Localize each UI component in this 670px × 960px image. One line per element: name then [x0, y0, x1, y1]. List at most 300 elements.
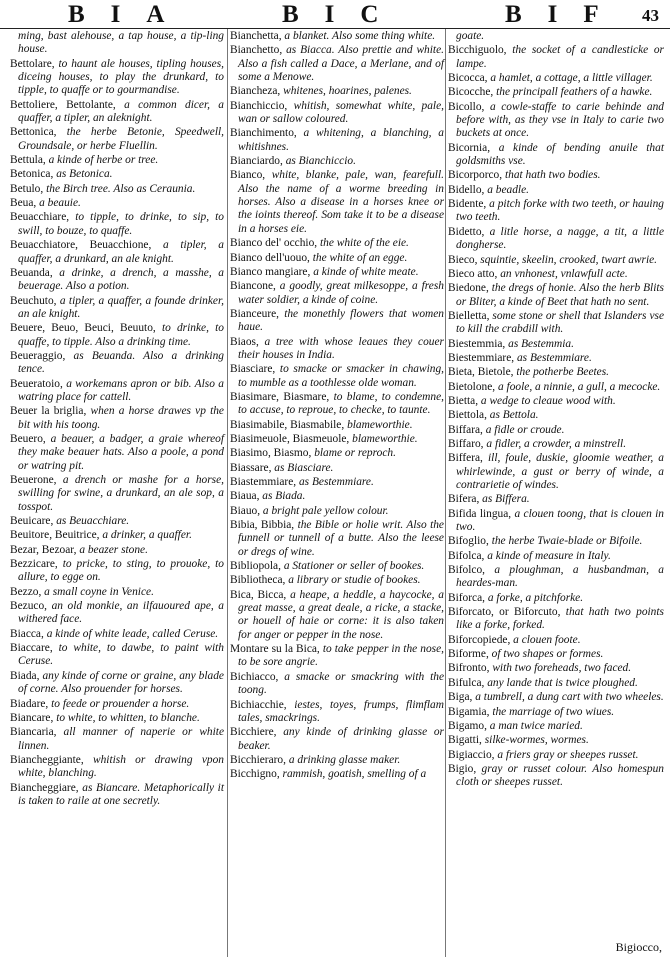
dictionary-entry	[10, 267, 224, 294]
dictionary-entry	[230, 127, 444, 154]
entry-definition: a common dicer, a quaffer, a tipler, an aleknight.	[18, 98, 224, 125]
dictionary-entry	[448, 30, 664, 43]
entry-headword: Bigio,	[448, 762, 477, 775]
entry-headword: Biforcato, or Biforcuto,	[448, 606, 561, 619]
running-head-right: BIF	[505, 1, 625, 28]
dictionary-entry	[230, 589, 444, 642]
entry-headword: Bieco,	[448, 253, 478, 266]
entry-definition: that hath two points like a forke, forked.	[456, 606, 664, 632]
entry-headword: Biaccare,	[10, 642, 53, 655]
entry-definition: that hath two bodies.	[504, 169, 601, 182]
entry-definition: blameworthie.	[352, 432, 418, 445]
dictionary-entry	[448, 101, 664, 141]
entry-definition: blame or reproch.	[314, 447, 396, 460]
entry-definition: ming, bast alehouse, a tap house, a tip-ling house.	[18, 30, 224, 56]
entry-headword: Bifera,	[448, 493, 480, 506]
entry-headword: Biffara,	[448, 423, 483, 436]
dictionary-entry	[448, 677, 664, 690]
dictionary-entry	[448, 310, 664, 337]
entry-headword: Biastemmiare,	[230, 476, 297, 488]
entry-headword: Beuere, Beuo, Beuci, Beuuto,	[10, 322, 156, 335]
entry-headword: Biasimare, Biasmare,	[230, 390, 330, 403]
entry-definition: a forke, a pitchforke.	[487, 591, 584, 604]
entry-headword: Biforca,	[448, 591, 486, 604]
entry-definition: as Bestemmia.	[508, 337, 574, 350]
entry-definition: to blame, to condemne, to accuse, to reproue, to checke, to taunte.	[238, 390, 444, 417]
entry-headword: Biancheggiante,	[10, 753, 84, 766]
entry-definition: a library or studie of bookes.	[288, 574, 421, 587]
dictionary-entry	[230, 100, 444, 127]
entry-definition: squintie, skeelin, crooked, twart awrie.	[480, 253, 658, 266]
entry-definition: the dregs of honie. Also the herb Blits or Bliter, a kinde of Beet that hath no sent.	[456, 282, 664, 308]
column-2	[230, 30, 444, 783]
dictionary-entry	[448, 535, 664, 548]
entry-headword: Biancare,	[10, 711, 54, 724]
entry-definition: the Bible or holie writ. Also the funnell or tunnell of a butte. Also the leese or dregs of wine.	[238, 519, 444, 558]
dictionary-entry	[448, 564, 664, 591]
entry-headword: Bidetto,	[448, 225, 485, 238]
entry-definition: goate.	[456, 30, 485, 42]
entry-headword: Beuer la briglia,	[10, 405, 87, 418]
entry-definition: an vnhonest, vnlawfull acte.	[500, 267, 628, 280]
entry-definition: as Bianchiccio.	[285, 155, 356, 168]
entry-headword: Biffera,	[448, 452, 483, 465]
entry-headword: Bigamo,	[448, 719, 487, 732]
dictionary-entry	[230, 44, 444, 84]
entry-headword: Bibliopola,	[230, 560, 281, 573]
dictionary-entry	[10, 642, 224, 669]
entry-headword: Bettonica,	[10, 126, 57, 139]
dictionary-entry	[448, 734, 664, 747]
dictionary-entry	[230, 30, 444, 43]
dictionary-entry	[10, 30, 224, 57]
entry-headword: Beuero,	[10, 432, 46, 445]
dictionary-entry	[448, 395, 664, 408]
dictionary-entry	[230, 462, 444, 475]
dictionary-entry	[10, 782, 224, 809]
entry-headword: Bifolca,	[448, 549, 485, 562]
entry-headword: Bianco mangiare,	[230, 265, 311, 278]
entry-headword: Biancheza,	[230, 85, 281, 98]
entry-headword: Bigiaccio,	[448, 748, 495, 761]
entry-headword: Bicornia,	[448, 141, 491, 154]
dictionary-entry	[230, 447, 444, 460]
entry-headword: Montare su la Bica,	[230, 643, 320, 656]
entry-definition: a pitch forke with two teeth, or hauing two teeth.	[456, 198, 664, 224]
dictionary-entry	[448, 268, 664, 281]
entry-definition: a litle horse, a nagge, a tit, a little dongherse.	[456, 225, 664, 252]
entry-definition: when a horse drawes vp the bit with his toong.	[18, 405, 224, 431]
entry-headword: Bibia, Bibbia,	[230, 519, 295, 532]
entry-definition: silke-wormes, wormes.	[484, 734, 589, 747]
entry-headword: Betonica,	[10, 168, 54, 181]
dictionary-entry	[230, 754, 444, 767]
entry-headword: Bigamia,	[448, 705, 490, 718]
dictionary-entry	[10, 586, 224, 599]
entry-headword: Bicchiguolo,	[448, 44, 507, 57]
entry-definition: the socket of a candlesticke or lampe.	[456, 44, 664, 70]
entry-headword: Beueraggio,	[10, 349, 66, 362]
entry-headword: Bigatti,	[448, 734, 482, 747]
entry-definition: a drinking glasse maker.	[288, 753, 401, 766]
entry-definition: to white, to dawbe, to paint with Ceruse.	[18, 642, 224, 668]
entry-definition: a kinde of white leade, called Ceruse.	[46, 627, 219, 640]
entry-headword: Bieco atto,	[448, 267, 498, 280]
entry-definition: a fidler, a crowder, a minstrell.	[486, 437, 627, 450]
entry-headword: Bicollo,	[448, 100, 485, 113]
entry-definition: the white of the eie.	[320, 237, 409, 250]
entry-headword: Biassare,	[230, 461, 272, 474]
entry-definition: any lande that is twice ploughed.	[487, 676, 638, 689]
entry-definition: a drinker, a quaffer.	[102, 529, 192, 542]
dictionary-entry	[10, 295, 224, 322]
entry-definition: a drench or mashe for a horse, swilling for swine, a drunkard, an ale sop, a tosspot.	[18, 474, 224, 513]
entry-definition: a wedge to cleaue wood with.	[480, 394, 616, 407]
entry-definition: some stone or shell that Islanders vse to kill the crabdill with.	[456, 309, 665, 336]
entry-definition: as Betonica.	[56, 168, 113, 181]
entry-definition: a goodly, great milkesoppe, a fresh water soldier, a kinde of coine.	[238, 280, 444, 306]
entry-definition: blameworthie.	[347, 418, 413, 431]
entry-headword: Bianceure,	[230, 307, 280, 320]
entry-definition: the herbe Twaie-blade or Bifoile.	[491, 535, 643, 548]
entry-definition: a smacke or smackring with the toong.	[238, 670, 444, 697]
entry-definition: the potherbe Beetes.	[516, 366, 610, 379]
entry-definition: a hamlet, a cottage, a little villager.	[490, 72, 653, 85]
entry-definition: a tree with whose leaues they couer their houses in India.	[238, 335, 444, 361]
dictionary-entry	[448, 749, 664, 762]
entry-definition: a tumbrell, a dung cart with two wheeles.	[475, 691, 664, 704]
dictionary-entry	[230, 726, 444, 753]
dictionary-entry	[10, 322, 224, 349]
dictionary-entry	[448, 366, 664, 379]
column-rule-1	[227, 29, 228, 957]
dictionary-entry	[10, 600, 224, 627]
dictionary-entry	[448, 184, 664, 197]
dictionary-entry	[448, 424, 664, 437]
entry-headword: Biasimo, Biasmo,	[230, 447, 312, 460]
entry-headword: Biforme,	[448, 648, 489, 661]
entry-definition: a beazer stone.	[79, 543, 148, 556]
entry-headword: Bifida lingua,	[448, 507, 512, 520]
running-head-center: BIC	[282, 1, 405, 28]
entry-definition: as Bestemmiare.	[298, 476, 374, 488]
entry-headword: Betulo,	[10, 182, 44, 195]
entry-definition: to smacke or smacker in chawing, to mumble as a toothlesse olde woman.	[238, 363, 444, 389]
dictionary-entry	[448, 44, 664, 71]
dictionary-entry	[448, 452, 664, 492]
entry-definition: a ploughman, a husbandman, a heardes-man.	[456, 564, 664, 590]
dictionary-entry	[230, 308, 444, 335]
dictionary-entry	[448, 198, 664, 225]
entry-definition: a heape, a heddle, a haycocke, a great masse, a great deale, a ricke, a stacke, or houell of haie or corne: it is also taken for anger or pepper in the nose.	[238, 588, 444, 641]
entry-headword: Biada,	[10, 669, 40, 682]
entry-definition: a drinke, a drench, a masshe, a beuerage. Also a potion.	[18, 266, 224, 293]
entry-definition: the white of an egge.	[312, 251, 408, 264]
dictionary-entry	[448, 282, 664, 309]
entry-headword: Bicchiere,	[230, 726, 277, 739]
entry-headword: Biforcopiede,	[448, 633, 511, 646]
entry-headword: Bezzo,	[10, 585, 42, 598]
dictionary-entry	[230, 671, 444, 698]
entry-headword: Bettolare,	[10, 57, 55, 70]
entry-definition: whitish, somewhat white, pale, wan or sallow coloured.	[238, 99, 444, 126]
entry-headword: Biettola,	[448, 409, 487, 422]
entry-headword: Biasimabile, Biasmabile,	[230, 418, 345, 431]
entry-definition: to drinke, to quaffe, to tipple. Also a drinking time.	[18, 322, 224, 348]
dictionary-entry	[448, 438, 664, 451]
entry-definition: as Biffera.	[482, 493, 530, 506]
entry-headword: Bifronto,	[448, 662, 490, 675]
page-number: 43	[642, 6, 659, 25]
entry-headword: Bietta,	[448, 394, 479, 407]
dictionary-entry	[230, 490, 444, 503]
entry-definition: to take pepper in the nose, to be sore angrie.	[238, 643, 444, 669]
entry-definition: to white, to whitten, to blanche.	[56, 711, 200, 724]
entry-headword: Bianco dell'uouo,	[230, 251, 310, 264]
dictionary-entry	[230, 336, 444, 363]
entry-headword: Biacca,	[10, 627, 44, 640]
dictionary-entry	[448, 720, 664, 733]
dictionary-entry	[448, 254, 664, 267]
column-3	[448, 30, 664, 791]
dictionary-entry	[10, 58, 224, 98]
entry-definition: whitish or drawing vpon white, blanching.	[18, 753, 224, 780]
entry-definition: to pricke, to sting, to prouoke, to allure, to egge on.	[18, 558, 224, 584]
entry-headword: Beuacchiatore, Beuacchione,	[10, 239, 152, 252]
entry-definition: as Beuanda. Also a drinking tence.	[18, 349, 224, 376]
column-1	[10, 30, 224, 809]
entry-definition: as Biada.	[262, 490, 306, 503]
dictionary-entry	[10, 211, 224, 238]
dictionary-entry	[448, 352, 664, 365]
entry-definition: an old monkie, an ilfauoured ape, a withered face.	[18, 600, 224, 626]
entry-definition: a kinde of herbe or tree.	[48, 154, 159, 167]
dictionary-entry	[10, 515, 224, 528]
entry-headword: Bicorporco,	[448, 169, 503, 182]
dictionary-entry	[230, 505, 444, 518]
dictionary-entry	[230, 280, 444, 307]
entry-definition: with two foreheads, two faced.	[492, 662, 632, 675]
entry-definition: the Birch tree. Also as Ceraunia.	[46, 182, 196, 195]
dictionary-entry	[10, 529, 224, 542]
dictionary-entry	[448, 706, 664, 719]
entry-definition: a tipler, a quaffer, a drunkard, an ale knight.	[18, 239, 224, 265]
entry-headword: Biaua,	[230, 490, 260, 503]
dictionary-entry	[10, 628, 224, 641]
running-head-left: BIA	[68, 1, 191, 28]
entry-definition: a bright pale yellow colour.	[262, 504, 389, 517]
entry-headword: Beua,	[10, 197, 37, 210]
dictionary-entry	[230, 169, 444, 236]
entry-headword: Biancheggiare,	[10, 781, 79, 794]
entry-definition: a kinde of bending anuile that goldsmiths vse.	[456, 141, 664, 168]
entry-headword: Biasimeuole, Biasmeuole,	[230, 432, 350, 445]
entry-headword: Bianciardo,	[230, 155, 283, 168]
dictionary-entry	[230, 266, 444, 279]
entry-definition: a clouen foote.	[513, 633, 581, 646]
entry-headword: Biadare,	[10, 697, 49, 710]
entry-headword: Bichiacco,	[230, 670, 279, 683]
dictionary-entry	[230, 476, 444, 489]
dictionary-entry	[10, 474, 224, 514]
dictionary-entry	[10, 154, 224, 167]
dictionary-entry	[230, 363, 444, 390]
entry-headword: Biestemmia,	[448, 337, 506, 350]
entry-definition: iestes, toyes, frumps, flimflam tales, smackrings.	[238, 698, 444, 724]
entry-definition: a workemans apron or bib. Also a watring place for cattell.	[18, 377, 224, 403]
dictionary-entry	[448, 634, 664, 647]
dictionary-entry	[448, 169, 664, 182]
entry-definition: a kinde of white meate.	[313, 265, 419, 278]
entry-headword: Bianchimento,	[230, 127, 297, 140]
dictionary-entry	[10, 378, 224, 405]
dictionary-entry	[448, 508, 664, 535]
entry-headword: Bifoglio,	[448, 535, 489, 548]
dictionary-entry	[10, 558, 224, 585]
entry-headword: Beueratoio,	[10, 377, 63, 390]
dictionary-entry	[448, 662, 664, 675]
dictionary-entry	[230, 699, 444, 726]
entry-definition: as Biacca. Also prettie and white. Also a fish called a Dace, a Merlane, and of some a Menowe.	[238, 44, 444, 84]
dictionary-entry	[230, 252, 444, 265]
dictionary-entry	[448, 648, 664, 661]
dictionary-entry	[10, 754, 224, 781]
dictionary-entry	[10, 168, 224, 181]
entry-definition: the herbe Betonie, Speedwell, Groundsale, or herbe Fluellin.	[18, 126, 224, 152]
column-rule-2	[445, 29, 446, 957]
dictionary-entry	[448, 86, 664, 99]
entry-definition: a Stationer or seller of bookes.	[283, 560, 425, 573]
entry-headword: Beuerone,	[10, 474, 57, 486]
entry-definition: a tipler, a quaffer, a founde drinker, an ale knight.	[18, 294, 224, 320]
dictionary-entry	[448, 763, 664, 790]
entry-definition: a cowle-staffe to carie behinde and before with, as they vse in Italy to carie two buckets at once.	[456, 100, 664, 140]
entry-headword: Bicchigno,	[230, 768, 280, 781]
entry-headword: Biffaro,	[448, 437, 484, 450]
entry-headword: Bidello,	[448, 183, 485, 196]
dictionary-entry	[10, 698, 224, 711]
dictionary-entry	[230, 433, 444, 446]
dictionary-entry	[10, 99, 224, 126]
dictionary-entry	[230, 560, 444, 573]
entry-definition: as Beuacchiare.	[56, 515, 130, 528]
entry-definition: a man twice maried.	[489, 719, 583, 732]
dictionary-entry	[448, 226, 664, 253]
entry-headword: Biestemmiare,	[448, 351, 515, 364]
dictionary-entry	[448, 493, 664, 506]
entry-definition: a clouen toong, that is clouen in two.	[456, 507, 664, 534]
entry-definition: as Bestemmiare.	[516, 351, 592, 364]
entry-definition: ill, foule, duskie, gloomie weather, a whirlewinde, a gust or berry of winde, a contrarietie of windes.	[456, 452, 664, 491]
entry-headword: Bettula,	[10, 154, 46, 167]
entry-definition: gray or russet colour. Also homespun cloth or sheepes russet.	[456, 762, 664, 789]
entry-definition: a kinde of measure in Italy.	[487, 549, 611, 562]
entry-headword: Biaos,	[230, 335, 259, 348]
entry-definition: a fidle or croude.	[485, 423, 565, 436]
dictionary-entry	[448, 606, 664, 633]
entry-headword: Beuicare,	[10, 515, 54, 528]
dictionary-entry	[10, 433, 224, 473]
dictionary-entry	[10, 670, 224, 697]
entry-definition: as Biasciare.	[274, 461, 334, 474]
entry-headword: Bica, Bicca,	[230, 588, 287, 601]
entry-headword: Biasciare,	[230, 363, 276, 376]
dictionary-entry	[230, 155, 444, 168]
entry-definition: of two shapes or formes.	[491, 648, 604, 661]
running-header	[0, 0, 670, 29]
entry-headword: Bicchieraro,	[230, 753, 286, 766]
catchword: Bigiocco,	[615, 940, 662, 954]
entry-definition: any kinde of corne or graine, any blade of corne. Also prouender for horses.	[18, 669, 224, 696]
dictionary-entry	[10, 712, 224, 725]
entry-definition: the monethly flowers that women haue.	[238, 307, 444, 334]
entry-definition: rammish, goatish, smelling of a	[282, 768, 427, 781]
dictionary-entry	[230, 237, 444, 250]
dictionary-entry	[10, 197, 224, 210]
entry-headword: Beuanda,	[10, 266, 53, 279]
dictionary-entry	[230, 574, 444, 587]
dictionary-entry	[10, 350, 224, 377]
dictionary-entry	[448, 691, 664, 704]
dictionary-entry	[448, 338, 664, 351]
entry-definition: a blanket. Also some thing white.	[284, 30, 436, 42]
dictionary-entry	[230, 643, 444, 670]
dictionary-entry	[10, 726, 224, 753]
entry-definition: a friers gray or sheepes russet.	[497, 748, 639, 761]
entry-headword: Bianchetto,	[230, 44, 283, 57]
entry-headword: Bibliotheca,	[230, 574, 286, 587]
entry-headword: Bidente,	[448, 198, 487, 211]
entry-headword: Bezuco,	[10, 600, 48, 613]
entry-headword: Bezzicare,	[10, 558, 58, 571]
entry-headword: Bezar, Bezoar,	[10, 543, 77, 556]
dictionary-entry	[10, 183, 224, 196]
entry-definition: as Bettola.	[489, 409, 539, 422]
entry-headword: Bianco,	[230, 169, 266, 182]
entry-definition: white, blanke, pale, wan, fearefull. Also the name of a worme breeding in horses. Also a disease in a horses knee or the ioints thereof. Som take it to be a disease in a horses eie.	[238, 169, 444, 235]
entry-headword: Bianco del' occhio,	[230, 237, 318, 250]
entry-headword: Bianchetta,	[230, 30, 282, 42]
entry-headword: Beuchuto,	[10, 294, 57, 307]
entry-definition: a beadle.	[487, 183, 530, 196]
entry-definition: to tipple, to drinke, to sip, to swill, to bouze, to quaffe.	[18, 211, 224, 237]
entry-definition: a small coyne in Venice.	[44, 585, 154, 598]
entry-headword: Biancaria,	[10, 726, 57, 739]
dictionary-entry	[10, 126, 224, 153]
dictionary-entry	[230, 85, 444, 98]
entry-headword: Bianchiccio,	[230, 99, 288, 112]
entry-definition: all manner of naperie or white linnen.	[18, 726, 224, 752]
dictionary-entry	[230, 519, 444, 559]
entry-headword: Bichiacchie,	[230, 698, 287, 711]
dictionary-entry	[230, 419, 444, 432]
entry-definition: the principall feathers of a hawke.	[496, 86, 653, 99]
entry-definition: as Biancare. Metaphorically it is taken to raile at one secretly.	[18, 781, 224, 807]
dictionary-entry	[448, 592, 664, 605]
dictionary-entry	[448, 381, 664, 394]
dictionary-entry	[448, 550, 664, 563]
entry-definition: a beauie.	[39, 197, 81, 210]
entry-definition: any kinde of drinking glasse or beaker.	[238, 726, 444, 752]
entry-headword: Bietolone,	[448, 380, 496, 393]
entry-headword: Biancone,	[230, 280, 276, 293]
entry-headword: Bifulca,	[448, 676, 485, 689]
dictionary-entry	[448, 142, 664, 169]
entry-headword: Bielletta,	[448, 309, 490, 322]
entry-definition: a beauer, a badger, a graie whereof they make beauer hats. Also a poole, a pond or watring pit.	[18, 432, 224, 472]
entry-headword: Beuacchiare,	[10, 211, 70, 224]
entry-definition: to feede or prouender a horse.	[51, 697, 190, 710]
